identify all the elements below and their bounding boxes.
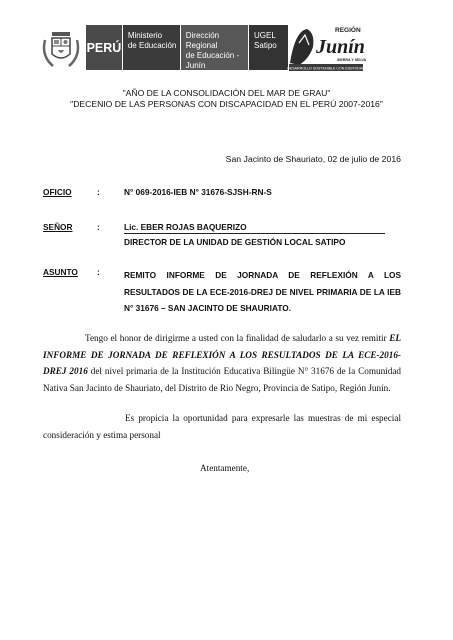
senor-colon: : — [97, 222, 100, 232]
region-slogan: DESARROLLO SOSTENIBLE CON IDENTIDAD — [287, 66, 365, 71]
peru-label: PERÚ — [86, 25, 123, 70]
oficio-label: OFICIO — [43, 187, 72, 197]
oficio-number: N° 069-2016-IEB N° 31676-SJSH-RN-S — [124, 187, 272, 197]
paragraph-1-rest: del nivel primaria de la Institución Educativa Bilingüe N° 31676 de la Comunidad Nativa San Jacinto de Shauriato, del Distrito de Rio Negro, Provincia de Satipo, Región Junín. — [43, 366, 401, 393]
recipient-title: DIRECTOR DE LA UNIDAD DE GESTIÓN LOCAL SATIPO — [124, 237, 346, 247]
oficio-colon: : — [97, 187, 100, 197]
asunto-colon: : — [97, 267, 100, 277]
region-junin-logo — [287, 23, 367, 72]
year-name: "AÑO DE LA CONSOLIDACIÓN DEL MAR DE GRAU" — [122, 88, 331, 98]
region-sub: SIERRA Y SELVA — [337, 58, 367, 62]
ugel-line1: UGEL — [254, 31, 276, 40]
asunto-text: REMITO INFORME DE JORNADA DE REFLEXIÓN A LOS RESULTADOS DE LA ECE-2016-DREJ DE NIVEL PRIMARIA DE LA IEB N° 31676 – SAN JACINTO DE SHAURIATO. — [124, 270, 401, 313]
body-paragraph-1 — [43, 330, 401, 396]
ministerio-block — [123, 25, 181, 70]
direccion-block — [181, 25, 249, 70]
ugel-block — [249, 25, 288, 70]
peru-coat-of-arms-icon — [41, 26, 81, 70]
region-top: REGIÓN — [335, 27, 361, 34]
ministry-banner — [86, 25, 288, 70]
letter-date: San Jacinto de Shauriato, 02 de julio de 2016 — [225, 154, 401, 164]
ugel-line2: Satipo — [254, 41, 277, 50]
ministerio-line2: de Educación — [127, 41, 177, 50]
body-paragraph-2: Es propicia la oportunidad para expresarle las muestras de mi especial consideración y estima personal — [43, 413, 401, 440]
decade-name: "DECENIO DE LAS PERSONAS CON DISCAPACIDAD EN EL PERÚ 2007-2016" — [70, 99, 383, 109]
ministerio-line1: Ministerio — [127, 31, 163, 40]
direccion-line1: Dirección Regional — [185, 31, 220, 50]
closing: Atentamente, — [200, 463, 250, 473]
recipient-underline — [124, 233, 385, 234]
recipient-name: Lic. EBER ROJAS BAQUERIZO — [124, 222, 247, 232]
paragraph-1-intro: Tengo el honor de dirigirme a usted con la finalidad de saludarlo a su vez remitir — [85, 333, 390, 343]
region-name: Junín — [316, 36, 365, 58]
asunto-label: ASUNTO — [43, 267, 78, 277]
direccion-line2: de Educación - Junín — [185, 51, 240, 70]
senor-label: SEÑOR — [43, 222, 73, 232]
paragraph-1-highlight: EL INFORME DE JORNADA DE REFLEXIÓN A LOS RESULTADOS DE LA ECE-2016-DREJ 2016 — [43, 333, 401, 376]
